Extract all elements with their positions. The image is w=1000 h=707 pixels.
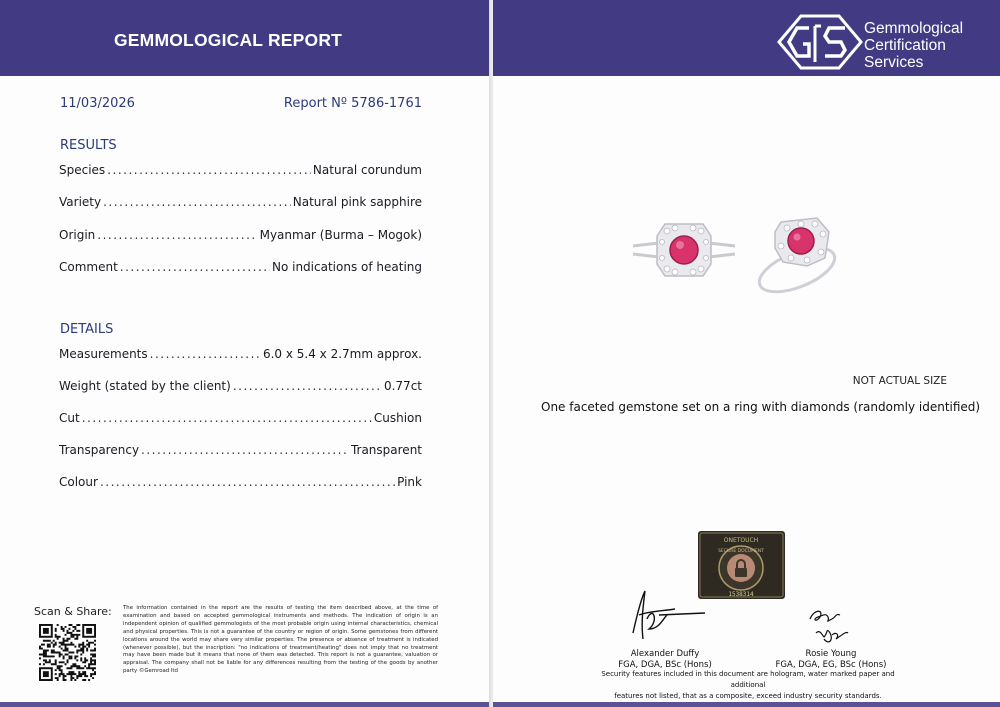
detail-row-colour <box>59 475 422 489</box>
row-label: Transparency <box>59 443 140 457</box>
result-row-comment <box>59 260 422 274</box>
row-value: Natural corundum <box>312 163 422 177</box>
row-label: Cut <box>59 411 80 425</box>
signer-credentials-2: FGA, DGA, EG, BSc (Hons) <box>775 660 887 670</box>
brand-line-3: Services <box>864 54 924 71</box>
details-heading: DETAILS <box>60 322 114 337</box>
results-heading: RESULTS <box>60 138 117 153</box>
leader-dots <box>82 411 372 425</box>
qr-code-icon[interactable] <box>39 624 96 681</box>
row-label: Colour <box>59 475 98 489</box>
footer-band-left <box>0 702 491 707</box>
signer-name-1: Alexander Duffy <box>630 649 700 659</box>
security-note-line-1: Security features included in this document are hologram, water marked paper and additional <box>601 670 895 689</box>
leader-dots <box>107 163 311 177</box>
ring-side-view <box>754 218 841 294</box>
result-row-variety <box>59 195 422 209</box>
hologram-serial: 1538314 <box>728 591 754 598</box>
report-number: Report Nº 5786-1761 <box>283 96 422 111</box>
signer-name-2: Rosie Young <box>805 649 857 659</box>
ring-photo <box>631 212 846 294</box>
row-value: Transparent <box>350 443 422 457</box>
disclaimer-text: The information contained in the report are the results of testing the item described above, at the time of examination and based on accepted gemmological instruments and methods. The indication of origin is an independent opinion of qualified gemmologists of the most probable origin using internal characteristics, chemical and physical properties. This is not a guarantee of the country or region of origin. Some gemstones from different locations around the world may share very similar properties. The presence or absence of treatment is indicated (whenever possible), but the inscription: "no indications of treatment/heating" does not imply that no treatment may have been made but it means that none of them was detected. This report is not a guarantee, valuation or appraisal. The company shall not be liable for any differences resulting from the testing of the goods by another party ©Gemroad ltd <box>123 605 438 675</box>
security-note <box>583 669 913 702</box>
row-label: Weight (stated by the client) <box>59 379 231 393</box>
row-label: Species <box>59 163 106 177</box>
leader-dots <box>103 195 291 209</box>
leader-dots <box>97 228 257 242</box>
row-label: Variety <box>59 195 102 209</box>
row-value: No indications of heating <box>271 260 422 274</box>
detail-row-weight <box>59 379 422 393</box>
detail-row-transparency <box>59 443 422 457</box>
hologram-top-text: ONETOUCH <box>723 537 759 544</box>
brand-line-1: Gemmological <box>864 20 964 37</box>
not-actual-size-label: NOT ACTUAL SIZE <box>852 375 947 387</box>
brand-line-2: Certification <box>864 37 946 54</box>
leader-dots <box>141 443 349 457</box>
row-value: Cushion <box>373 411 422 425</box>
security-note-line-2: features not listed, that as a composite, exceed industry security standards. <box>614 692 882 700</box>
leader-dots <box>100 475 395 489</box>
row-value: 6.0 x 5.4 x 2.7mm approx. <box>262 347 422 361</box>
brand-name <box>864 20 963 71</box>
hologram-seal-icon <box>698 531 785 599</box>
detail-row-measurements <box>59 347 422 361</box>
report-date: 11/03/2026 <box>60 96 135 111</box>
row-value: Natural pink sapphire <box>292 195 422 209</box>
signature-alexander-duffy <box>619 585 709 645</box>
scan-share-label: Scan & Share: <box>34 605 112 618</box>
hologram-ring-text: SECURE DOCUMENT <box>718 549 764 554</box>
row-value: Pink <box>397 475 422 489</box>
ring-front-view <box>633 224 735 276</box>
right-page <box>493 0 1000 707</box>
detail-row-cut <box>59 411 422 425</box>
signer-credentials-1: FGA, DGA, BSc (Hons) <box>618 660 712 670</box>
item-description: One faceted gemstone set on a ring with diamonds (randomly identified) <box>541 400 981 414</box>
result-row-species <box>59 163 422 177</box>
left-page <box>0 0 491 707</box>
row-value: Myanmar (Burma – Mogok) <box>259 228 422 242</box>
report-title: GEMMOLOGICAL REPORT <box>114 30 343 50</box>
leader-dots <box>120 260 270 274</box>
row-value: 0.77ct <box>383 379 422 393</box>
row-label: Measurements <box>59 347 148 361</box>
result-row-origin <box>59 228 422 242</box>
leader-dots <box>233 379 382 393</box>
gcs-logo-icon <box>775 14 865 70</box>
footer-band-right <box>493 702 1000 707</box>
signature-rosie-young <box>806 605 852 647</box>
leader-dots <box>150 347 261 361</box>
row-label: Comment <box>59 260 118 274</box>
row-label: Origin <box>59 228 96 242</box>
